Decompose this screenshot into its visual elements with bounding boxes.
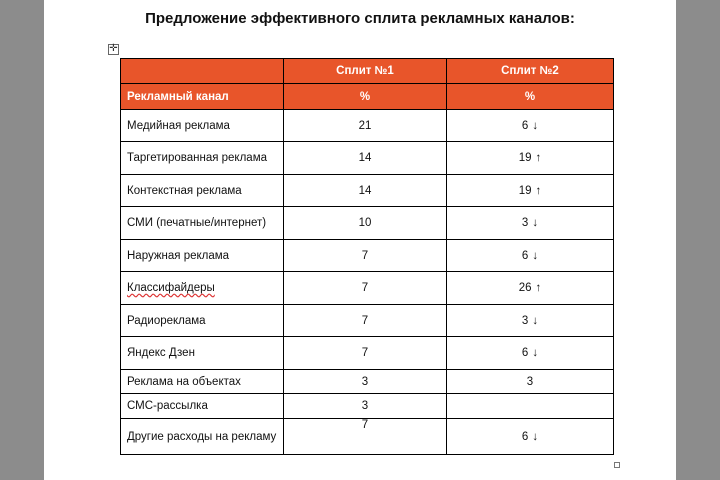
channel-cell[interactable] xyxy=(121,419,284,455)
split2-value: 3 xyxy=(526,375,534,388)
header-cell-empty xyxy=(121,59,284,84)
document-title: Предложение эффективного сплита рекламных каналов: xyxy=(145,10,575,27)
channel-cell[interactable] xyxy=(121,240,284,272)
split2-cell[interactable] xyxy=(447,272,614,305)
channel-name: Другие расходы на рекламу xyxy=(127,430,277,443)
split2-cell[interactable] xyxy=(447,394,614,419)
split2-cell[interactable] xyxy=(447,207,614,240)
header-channel: Рекламный канал xyxy=(121,84,284,110)
split2-value: 26 xyxy=(518,282,532,294)
split2-cell[interactable] xyxy=(447,370,614,394)
table-row xyxy=(121,240,614,272)
table-row xyxy=(121,142,614,175)
split2-value: 6 xyxy=(521,249,529,262)
channel-cell[interactable] xyxy=(121,272,284,305)
table-row xyxy=(121,110,614,142)
split1-value[interactable]: 7 xyxy=(284,305,447,337)
split1-value[interactable]: 10 xyxy=(284,207,447,240)
split2-value: 6 xyxy=(521,347,529,359)
split2-value: 19 xyxy=(518,184,532,197)
split1-value[interactable]: 7 xyxy=(284,272,447,305)
arrow-down-icon: ↓ xyxy=(532,347,539,359)
split1-value[interactable]: 3 xyxy=(284,394,447,419)
table-resize-handle[interactable] xyxy=(614,462,620,468)
header-split1: Сплит №1 xyxy=(284,59,447,84)
split2-value: 3 xyxy=(521,314,529,327)
header-row-units xyxy=(121,84,614,110)
split2-value: 3 xyxy=(521,217,529,229)
channel-cell[interactable] xyxy=(121,370,284,394)
arrow-down-icon: ↓ xyxy=(532,314,539,327)
split2-value: 6 xyxy=(521,430,529,443)
split2-value: 6 xyxy=(521,119,529,132)
arrow-down-icon: ↓ xyxy=(532,217,539,229)
split2-cell[interactable] xyxy=(447,142,614,175)
table-row xyxy=(121,370,614,394)
split1-value[interactable]: 7 xyxy=(284,240,447,272)
split2-cell[interactable] xyxy=(447,175,614,207)
split2-cell[interactable] xyxy=(447,240,614,272)
channel-name: Радиореклама xyxy=(127,314,206,327)
header-percent-1: % xyxy=(284,84,447,110)
channel-cell[interactable] xyxy=(121,142,284,175)
arrow-up-icon: ↑ xyxy=(535,282,542,294)
split-table xyxy=(120,58,614,455)
channel-cell[interactable] xyxy=(121,305,284,337)
arrow-up-icon: ↑ xyxy=(535,184,542,197)
channel-cell[interactable] xyxy=(121,110,284,142)
table-row xyxy=(121,394,614,419)
split1-value[interactable]: 14 xyxy=(284,142,447,175)
split2-cell[interactable] xyxy=(447,110,614,142)
header-split2: Сплит №2 xyxy=(447,59,614,84)
header-row-splits xyxy=(121,59,614,84)
split1-value[interactable]: 7 xyxy=(284,419,447,455)
move-cross-icon[interactable]: ✛ xyxy=(109,43,118,54)
arrow-down-icon: ↓ xyxy=(532,119,539,132)
channel-cell[interactable] xyxy=(121,175,284,207)
arrow-down-icon: ↓ xyxy=(532,430,539,443)
channel-name: Яндекс Дзен xyxy=(127,347,195,359)
table-row xyxy=(121,337,614,370)
split2-cell[interactable] xyxy=(447,337,614,370)
channel-name: Таргетированная реклама xyxy=(127,152,267,164)
channel-cell[interactable] xyxy=(121,337,284,370)
split1-value[interactable]: 21 xyxy=(284,110,447,142)
channel-name: СМС-рассылка xyxy=(127,400,208,412)
channel-name: Контекстная реклама xyxy=(127,184,242,197)
channel-cell[interactable] xyxy=(121,394,284,419)
split2-value: 19 xyxy=(518,152,532,164)
arrow-up-icon: ↑ xyxy=(535,152,542,164)
table-row xyxy=(121,419,614,455)
channel-name: Наружная реклама xyxy=(127,249,230,262)
split1-value[interactable]: 14 xyxy=(284,175,447,207)
split2-cell[interactable] xyxy=(447,419,614,455)
channel-name: Классифайдеры xyxy=(127,282,215,294)
header-percent-2: % xyxy=(447,84,614,110)
table-row xyxy=(121,305,614,337)
table-row xyxy=(121,207,614,240)
channel-name: Медийная реклама xyxy=(127,119,230,132)
split1-value[interactable]: 3 xyxy=(284,370,447,394)
arrow-down-icon: ↓ xyxy=(532,249,539,262)
table-row xyxy=(121,175,614,207)
split2-cell[interactable] xyxy=(447,305,614,337)
channel-cell[interactable] xyxy=(121,207,284,240)
split1-value[interactable]: 7 xyxy=(284,337,447,370)
channel-name: Реклама на объектах xyxy=(127,375,241,388)
document-page xyxy=(44,0,676,480)
channel-name: СМИ (печатные/интернет) xyxy=(127,217,267,229)
table-row xyxy=(121,272,614,305)
